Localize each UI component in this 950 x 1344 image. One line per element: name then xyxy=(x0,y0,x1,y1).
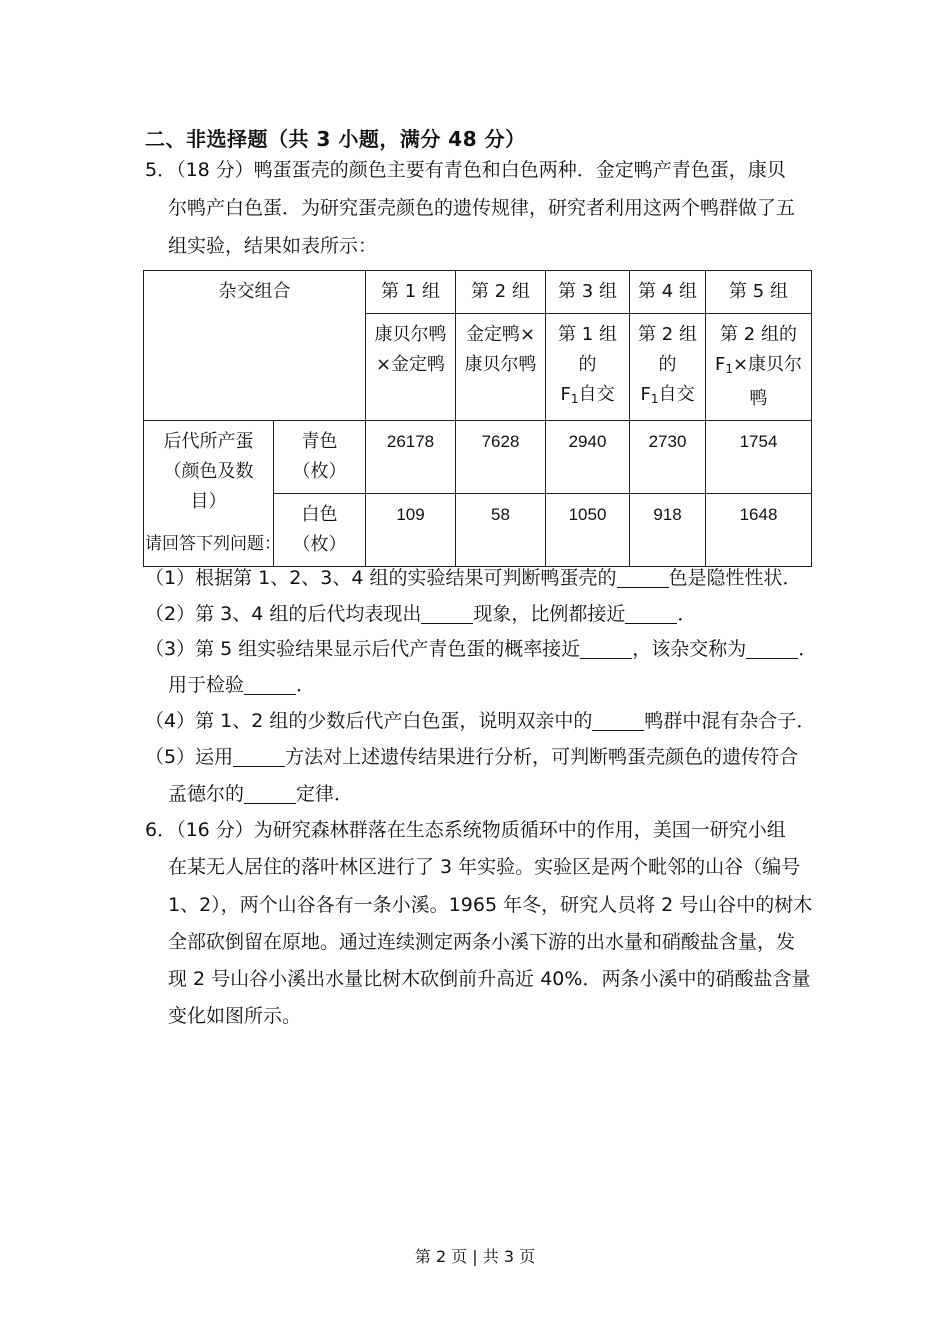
answer-blank[interactable] xyxy=(746,636,798,659)
section-title: 二、非选择题（共 3 小题，满分 48 分） xyxy=(145,127,526,151)
question-2 xyxy=(145,596,696,632)
f-symbol: F xyxy=(640,384,651,405)
blue-value-5: 1754 xyxy=(706,421,812,494)
f-symbol: F xyxy=(560,384,571,405)
answer-blank[interactable] xyxy=(592,708,644,731)
q5-text: 孟德尔的 xyxy=(168,783,245,805)
cross-text: 第 2 组的 xyxy=(720,324,797,345)
q5-line-1: 5．（18 分）鸭蛋蛋壳的颜色主要有青色和白色两种．金定鸭产青色蛋，康贝 xyxy=(145,159,786,181)
q4-text: （4）第 1、2 组的少数后代产白色蛋，说明双亲中的 xyxy=(145,710,593,732)
answer-blank[interactable] xyxy=(244,672,296,695)
q2-text: （2）第 3、4 组的后代均表现出 xyxy=(145,603,422,625)
white-label: 白色 xyxy=(301,504,338,525)
row-header-text: （颜色及数 xyxy=(163,461,254,482)
blue-label-cell xyxy=(274,421,366,494)
cross-text: 自交 xyxy=(578,384,615,405)
question-5 xyxy=(145,739,798,775)
answer-blank[interactable] xyxy=(625,601,677,624)
blue-value-3: 2940 xyxy=(546,421,630,494)
white-value-3: 1050 xyxy=(546,494,630,567)
q6-line-1: 6．（16 分）为研究森林群落在生态系统物质循环中的作用，美国一研究小组 xyxy=(145,819,786,841)
cross-text: 第 1 组的 xyxy=(558,324,617,375)
q1-text: （1）根据第 1、2、3、4 组的实验结果可判断鸭蛋壳的 xyxy=(145,567,617,589)
cross-text: 康贝尔鸭 xyxy=(374,324,447,345)
q4-text: 鸭群中混有杂合子． xyxy=(644,710,816,732)
q3-text: ． xyxy=(798,638,818,660)
group-4-header: 第 4 组 xyxy=(630,271,706,314)
blue-value-1: 26178 xyxy=(366,421,456,494)
cross-text: 金定鸭× xyxy=(465,324,536,345)
q6-line-3: 1、2），两个山谷各有一条小溪。1965 年冬，研究人员将 2 号山谷中的树木 xyxy=(168,894,813,916)
answer-blank[interactable] xyxy=(580,636,632,659)
white-value-1: 109 xyxy=(366,494,456,567)
answer-blank[interactable] xyxy=(617,565,669,588)
f-subscript: 1 xyxy=(725,362,733,376)
row-header-text: 目） xyxy=(190,491,227,512)
q3-text: ． xyxy=(296,674,316,696)
cross-text: 康贝尔鸭 xyxy=(464,354,537,375)
q5-line-2: 尔鸭产白色蛋．为研究蛋壳颜色的遗传规律，研究者利用这两个鸭群做了五 xyxy=(168,197,796,219)
group-1-header: 第 1 组 xyxy=(366,271,456,314)
unit-label: （枚） xyxy=(292,534,347,555)
q2-text: ． xyxy=(677,603,697,625)
group-4-cross xyxy=(630,314,706,421)
f-subscript: 1 xyxy=(650,392,659,406)
question-4 xyxy=(145,703,815,739)
q3-text: 用于检验 xyxy=(168,674,245,696)
q3-text: ，该杂交称为 xyxy=(632,638,747,660)
unit-label: （枚） xyxy=(292,461,347,482)
white-value-5: 1648 xyxy=(706,494,812,567)
q1-text: 色是隐性性状． xyxy=(668,567,802,589)
q2-text: 现象，比例都接近 xyxy=(473,603,626,625)
q6-line-6: 变化如图所示。 xyxy=(168,1005,302,1027)
group-3-cross xyxy=(546,314,630,421)
questions-intro: 请回答下列问题： xyxy=(145,534,281,554)
group-1-cross xyxy=(366,314,456,421)
blue-value-4: 2730 xyxy=(630,421,706,494)
q5-text: 定律． xyxy=(296,783,354,805)
group-2-header: 第 2 组 xyxy=(456,271,546,314)
cross-text: 鸭 xyxy=(749,388,768,409)
white-value-4: 918 xyxy=(630,494,706,567)
group-2-cross xyxy=(456,314,546,421)
group-5-header: 第 5 组 xyxy=(706,271,812,314)
table-header-row xyxy=(144,271,812,314)
group-3-header: 第 3 组 xyxy=(546,271,630,314)
blue-value-2: 7628 xyxy=(456,421,546,494)
question-5-cont xyxy=(168,776,353,812)
white-value-2: 58 xyxy=(456,494,546,567)
f-symbol: F xyxy=(714,354,726,375)
table-corner-cell: 杂交组合 xyxy=(144,271,366,421)
results-table xyxy=(143,270,812,567)
cross-text: ×金定鸭 xyxy=(375,354,446,375)
cross-text: ×康贝尔 xyxy=(732,354,803,375)
answer-blank[interactable] xyxy=(244,781,296,804)
q5-line-3: 组实验，结果如表所示： xyxy=(168,235,378,257)
q5-text: 方法对上述遗传结果进行分析，可判断鸭蛋壳颜色的遗传符合 xyxy=(285,746,799,768)
question-3-cont xyxy=(168,667,315,703)
q6-line-5: 现 2 号山谷小溪出水量比树木砍倒前升高近 40%．两条小溪中的硝酸盐含量 xyxy=(168,968,811,990)
q5-text: （5）运用 xyxy=(145,746,234,768)
blue-label: 青色 xyxy=(301,431,338,452)
question-3 xyxy=(145,631,817,667)
group-5-cross xyxy=(706,314,812,421)
answer-blank[interactable] xyxy=(233,744,285,767)
cross-text: 自交 xyxy=(658,384,695,405)
white-label-cell xyxy=(274,494,366,567)
question-1 xyxy=(145,560,802,596)
cross-text: 第 2 组的 xyxy=(638,324,697,375)
row-header-text: 后代所产蛋 xyxy=(163,431,254,452)
q6-line-4: 全部砍倒留在原地。通过连续测定两条小溪下游的出水量和硝酸盐含量，发 xyxy=(168,931,796,953)
table-row-blue xyxy=(144,421,812,494)
f-subscript: 1 xyxy=(570,392,579,406)
page-footer: 第 2 页 | 共 3 页 xyxy=(414,1247,536,1266)
q3-text: （3）第 5 组实验结果显示后代产青色蛋的概率接近 xyxy=(145,638,581,660)
q6-line-2: 在某无人居住的落叶林区进行了 3 年实验。实验区是两个毗邻的山谷（编号 xyxy=(168,856,801,878)
answer-blank[interactable] xyxy=(421,601,473,624)
